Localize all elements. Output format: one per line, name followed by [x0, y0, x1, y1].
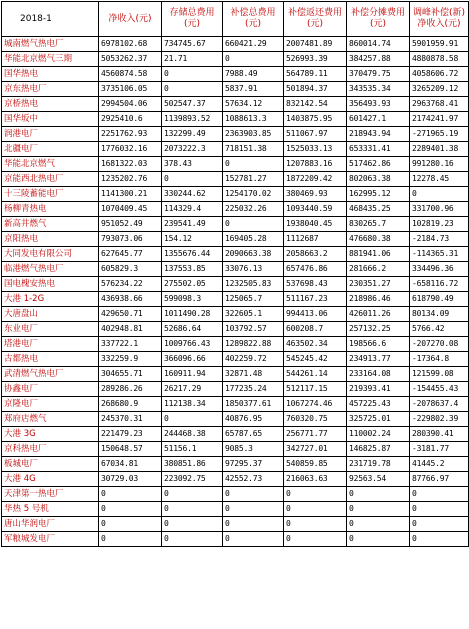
value-cell[interactable]: 0	[410, 487, 469, 502]
value-cell[interactable]: 121599.08	[410, 367, 469, 382]
table-row	[2, 427, 469, 442]
value-cell[interactable]: 2925410.6	[99, 112, 162, 127]
value-cell[interactable]: 221479.23	[99, 427, 162, 442]
value-cell[interactable]: 330244.62	[162, 187, 223, 202]
value-cell[interactable]: 2363903.85	[223, 127, 284, 142]
value-cell[interactable]: 245370.31	[99, 412, 162, 427]
table-row	[2, 442, 469, 457]
value-cell[interactable]: 110002.24	[347, 427, 410, 442]
value-cell[interactable]: 289286.26	[99, 382, 162, 397]
value-cell[interactable]: 231719.78	[347, 457, 410, 472]
value-cell[interactable]: 511067.97	[284, 127, 347, 142]
value-cell[interactable]: 30729.03	[99, 472, 162, 487]
value-cell[interactable]: 2174241.97	[410, 112, 469, 127]
value-cell[interactable]: 342727.01	[284, 442, 347, 457]
value-cell[interactable]: 2994504.06	[99, 97, 162, 112]
value-cell[interactable]: 9085.3	[223, 442, 284, 457]
value-cell[interactable]: 2073222.3	[162, 142, 223, 157]
value-cell[interactable]: 1872209.42	[284, 172, 347, 187]
value-cell[interactable]: 600208.7	[284, 322, 347, 337]
value-cell[interactable]: 517462.86	[347, 157, 410, 172]
value-cell[interactable]: 599098.3	[162, 292, 223, 307]
value-cell[interactable]: 51156.1	[162, 442, 223, 457]
value-cell[interactable]: 0	[284, 517, 347, 532]
value-cell[interactable]: 5901959.91	[410, 37, 469, 52]
value-cell[interactable]: 1235202.76	[99, 172, 162, 187]
value-cell[interactable]: 332259.9	[99, 352, 162, 367]
value-cell[interactable]: 0	[162, 502, 223, 517]
value-cell[interactable]: 256771.77	[284, 427, 347, 442]
value-cell[interactable]: 0	[162, 412, 223, 427]
value-cell[interactable]: 457225.43	[347, 397, 410, 412]
plant-name-cell[interactable]: 润港电厂	[2, 127, 99, 142]
value-cell[interactable]: 257132.25	[347, 322, 410, 337]
value-cell[interactable]: 0	[410, 187, 469, 202]
value-cell[interactable]: 0	[347, 532, 410, 547]
value-cell[interactable]: 230351.27	[347, 277, 410, 292]
value-cell[interactable]: 1525033.13	[284, 142, 347, 157]
value-cell[interactable]: 198566.6	[347, 337, 410, 352]
value-cell[interactable]: 991280.16	[410, 157, 469, 172]
value-cell[interactable]: 564789.11	[284, 67, 347, 82]
value-cell[interactable]: 468435.25	[347, 202, 410, 217]
table-row	[2, 142, 469, 157]
value-cell[interactable]: 378.43	[162, 157, 223, 172]
value-cell[interactable]: 881941.06	[347, 247, 410, 262]
value-cell[interactable]: 760320.75	[284, 412, 347, 427]
plant-name-cell[interactable]: 京科热电厂	[2, 442, 99, 457]
value-cell[interactable]: 132299.49	[162, 127, 223, 142]
value-cell[interactable]: 402259.72	[223, 352, 284, 367]
table-row	[2, 307, 469, 322]
value-cell[interactable]: 0	[410, 517, 469, 532]
value-cell[interactable]: 0	[99, 487, 162, 502]
value-cell[interactable]: 4058606.72	[410, 67, 469, 82]
plant-name-cell[interactable]: 华能北京燃气	[2, 157, 99, 172]
value-cell[interactable]: 370479.75	[347, 67, 410, 82]
value-cell[interactable]: 42552.73	[223, 472, 284, 487]
value-cell[interactable]: 343535.34	[347, 82, 410, 97]
plant-name-cell[interactable]: 古都热电	[2, 352, 99, 367]
value-cell[interactable]: 0	[162, 517, 223, 532]
table-row	[2, 532, 469, 547]
table-row	[2, 367, 469, 382]
plant-name-cell[interactable]: 城南燃气热电厂	[2, 37, 99, 52]
value-cell[interactable]: -2078637.4	[410, 397, 469, 412]
value-cell[interactable]: 545245.42	[284, 352, 347, 367]
value-cell[interactable]: 162995.12	[347, 187, 410, 202]
table-row	[2, 217, 469, 232]
plant-name-cell[interactable]: 华热 5 号机	[2, 502, 99, 517]
plant-name-cell[interactable]: 大港 4G	[2, 472, 99, 487]
value-cell[interactable]: 218943.94	[347, 127, 410, 142]
value-cell[interactable]: 57634.12	[223, 97, 284, 112]
value-cell[interactable]: 653331.41	[347, 142, 410, 157]
value-cell[interactable]: 92563.54	[347, 472, 410, 487]
value-cell[interactable]: 384257.88	[347, 52, 410, 67]
value-cell[interactable]: 718151.38	[223, 142, 284, 157]
value-cell[interactable]: 80134.09	[410, 307, 469, 322]
value-cell[interactable]: 2058663.2	[284, 247, 347, 262]
value-cell[interactable]: 402948.81	[99, 322, 162, 337]
value-cell[interactable]: 177235.24	[223, 382, 284, 397]
plant-name-cell[interactable]: 国华热电	[2, 67, 99, 82]
plant-name-cell[interactable]: 京阳热电	[2, 232, 99, 247]
value-cell[interactable]: 0	[284, 487, 347, 502]
plant-name-cell[interactable]: 东业电厂	[2, 322, 99, 337]
plant-name-cell[interactable]: 大港 3G	[2, 427, 99, 442]
value-cell[interactable]: 1403875.95	[284, 112, 347, 127]
value-cell[interactable]: 0	[347, 517, 410, 532]
value-cell[interactable]: 6978102.68	[99, 37, 162, 52]
plant-name-cell[interactable]: 唐山华润电厂	[2, 517, 99, 532]
value-cell[interactable]: 5053262.37	[99, 52, 162, 67]
plant-name-cell[interactable]: 天津第一热电厂	[2, 487, 99, 502]
table-row	[2, 517, 469, 532]
value-cell[interactable]: 216063.63	[284, 472, 347, 487]
value-cell[interactable]: 1938040.45	[284, 217, 347, 232]
column-header-compensation-share[interactable]: 补偿分摊费用(元)	[347, 2, 410, 37]
value-cell[interactable]: 0	[162, 172, 223, 187]
value-cell[interactable]: 0	[162, 67, 223, 82]
table-row	[2, 127, 469, 142]
value-cell[interactable]: 0	[347, 502, 410, 517]
value-cell[interactable]: 627645.77	[99, 247, 162, 262]
table-row	[2, 262, 469, 277]
value-cell[interactable]: 0	[223, 217, 284, 232]
value-cell[interactable]: 429650.71	[99, 307, 162, 322]
value-cell[interactable]: 234913.77	[347, 352, 410, 367]
value-cell[interactable]: 112138.34	[162, 397, 223, 412]
value-cell[interactable]: 832142.54	[284, 97, 347, 112]
value-cell[interactable]: -114365.31	[410, 247, 469, 262]
plant-name-cell[interactable]: 郑府店燃气	[2, 412, 99, 427]
value-cell[interactable]: 26217.29	[162, 382, 223, 397]
value-cell[interactable]: 223092.75	[162, 472, 223, 487]
value-cell[interactable]: 605829.3	[99, 262, 162, 277]
value-cell[interactable]: 660421.29	[223, 37, 284, 52]
value-cell[interactable]: 3735106.05	[99, 82, 162, 97]
value-cell[interactable]: 4880878.58	[410, 52, 469, 67]
value-cell[interactable]: 21.71	[162, 52, 223, 67]
plant-name-cell[interactable]: 新高井燃气	[2, 217, 99, 232]
table-row	[2, 187, 469, 202]
value-cell[interactable]: 1681322.03	[99, 157, 162, 172]
value-cell[interactable]: 0	[223, 517, 284, 532]
value-cell[interactable]: 65787.65	[223, 427, 284, 442]
value-cell[interactable]: 137553.85	[162, 262, 223, 277]
value-cell[interactable]: 1070409.45	[99, 202, 162, 217]
value-cell[interactable]: 334496.36	[410, 262, 469, 277]
plant-name-cell[interactable]: 京能西北热电厂	[2, 172, 99, 187]
plant-name-cell[interactable]: 军粮城发电厂	[2, 532, 99, 547]
table-row	[2, 67, 469, 82]
value-cell[interactable]: 67034.81	[99, 457, 162, 472]
value-cell[interactable]: 1232505.83	[223, 277, 284, 292]
column-header-storage-cost[interactable]: 存储总费用(元)	[162, 2, 223, 37]
value-cell[interactable]: 830265.7	[347, 217, 410, 232]
table-row	[2, 337, 469, 352]
value-cell[interactable]: 268680.9	[99, 397, 162, 412]
plant-name-cell[interactable]: 杨柳青热电	[2, 202, 99, 217]
table-row	[2, 472, 469, 487]
plant-name-cell[interactable]: 板城电厂	[2, 457, 99, 472]
value-cell[interactable]: 601427.1	[347, 112, 410, 127]
value-cell[interactable]: 512117.15	[284, 382, 347, 397]
value-cell[interactable]: 125065.7	[223, 292, 284, 307]
plant-name-cell[interactable]: 京隆电厂	[2, 397, 99, 412]
value-cell[interactable]: 0	[162, 487, 223, 502]
value-cell[interactable]: 1254170.02	[223, 187, 284, 202]
value-cell[interactable]: 526993.39	[284, 52, 347, 67]
value-cell[interactable]: 280390.41	[410, 427, 469, 442]
column-header-compensation-cost[interactable]: 补偿总费用(元)	[223, 2, 284, 37]
value-cell[interactable]: 463502.34	[284, 337, 347, 352]
value-cell[interactable]: 275502.05	[162, 277, 223, 292]
value-cell[interactable]: 2007481.89	[284, 37, 347, 52]
value-cell[interactable]: 1093440.59	[284, 202, 347, 217]
plant-name-cell[interactable]: 十三陵蓄能电厂	[2, 187, 99, 202]
plant-name-cell[interactable]: 京东热电厂	[2, 82, 99, 97]
value-cell[interactable]: 501894.37	[284, 82, 347, 97]
value-cell[interactable]: 5766.42	[410, 322, 469, 337]
value-cell[interactable]: 1776032.16	[99, 142, 162, 157]
value-cell[interactable]: 225032.26	[223, 202, 284, 217]
table-row	[2, 382, 469, 397]
value-cell[interactable]: 0	[99, 532, 162, 547]
value-cell[interactable]: 3265209.12	[410, 82, 469, 97]
column-header-net-income[interactable]: 净收入(元)	[99, 2, 162, 37]
table-row	[2, 112, 469, 127]
value-cell[interactable]: 0	[284, 502, 347, 517]
value-cell[interactable]: 146825.87	[347, 442, 410, 457]
value-cell[interactable]: 331700.96	[410, 202, 469, 217]
plant-name-cell[interactable]: 国华坂中	[2, 112, 99, 127]
value-cell[interactable]: -154455.43	[410, 382, 469, 397]
value-cell[interactable]: 0	[99, 517, 162, 532]
plant-name-cell[interactable]: 大唐盘山	[2, 307, 99, 322]
value-cell[interactable]: 544261.14	[284, 367, 347, 382]
value-cell[interactable]: 281666.2	[347, 262, 410, 277]
table-row	[2, 277, 469, 292]
value-cell[interactable]: 0	[410, 532, 469, 547]
value-cell[interactable]: 356493.93	[347, 97, 410, 112]
value-cell[interactable]: 0	[99, 502, 162, 517]
value-cell[interactable]: 7988.49	[223, 67, 284, 82]
value-cell[interactable]: -658116.72	[410, 277, 469, 292]
plant-name-cell[interactable]: 武清燃气热电厂	[2, 367, 99, 382]
value-cell[interactable]: 426011.26	[347, 307, 410, 322]
value-cell[interactable]: 1088613.3	[223, 112, 284, 127]
value-cell[interactable]: 380851.86	[162, 457, 223, 472]
value-cell[interactable]: 1009766.43	[162, 337, 223, 352]
value-cell[interactable]: 2963768.41	[410, 97, 469, 112]
value-cell[interactable]: 0	[410, 502, 469, 517]
value-cell[interactable]: 1289822.88	[223, 337, 284, 352]
plant-name-cell[interactable]: 大港 1-2G	[2, 292, 99, 307]
value-cell[interactable]: 103792.57	[223, 322, 284, 337]
value-cell[interactable]: 152781.27	[223, 172, 284, 187]
column-header-peak-regulation-net[interactable]: 调峰补偿(新)净收入(元)	[410, 2, 469, 37]
value-cell[interactable]: 657476.86	[284, 262, 347, 277]
table-row	[2, 52, 469, 67]
table-row	[2, 457, 469, 472]
value-cell[interactable]: 233164.08	[347, 367, 410, 382]
value-cell[interactable]: 1112687	[284, 232, 347, 247]
value-cell[interactable]: 239541.49	[162, 217, 223, 232]
column-header-compensation-refund[interactable]: 补偿返还费用(元)	[284, 2, 347, 37]
value-cell[interactable]: 1011490.28	[162, 307, 223, 322]
value-cell[interactable]: 169405.28	[223, 232, 284, 247]
value-cell[interactable]: 0	[223, 487, 284, 502]
value-cell[interactable]: 1139893.52	[162, 112, 223, 127]
value-cell[interactable]: 576234.22	[99, 277, 162, 292]
value-cell[interactable]: 40876.95	[223, 412, 284, 427]
value-cell[interactable]: -207270.08	[410, 337, 469, 352]
value-cell[interactable]: 860014.74	[347, 37, 410, 52]
plant-name-cell[interactable]: 协鑫电厂	[2, 382, 99, 397]
value-cell[interactable]: 219393.41	[347, 382, 410, 397]
table-row	[2, 82, 469, 97]
value-cell[interactable]: 0	[347, 487, 410, 502]
value-cell[interactable]: 1207883.16	[284, 157, 347, 172]
value-cell[interactable]: 2251762.93	[99, 127, 162, 142]
value-cell[interactable]: 366096.66	[162, 352, 223, 367]
value-cell[interactable]: 1355676.44	[162, 247, 223, 262]
value-cell[interactable]: 0	[223, 157, 284, 172]
plant-name-cell[interactable]: 国电槐安热电	[2, 277, 99, 292]
value-cell[interactable]: 380469.93	[284, 187, 347, 202]
plant-name-cell[interactable]: 塔港电厂	[2, 337, 99, 352]
table-row	[2, 487, 469, 502]
plant-name-cell[interactable]: 北疆电厂	[2, 142, 99, 157]
value-cell[interactable]: -17364.8	[410, 352, 469, 367]
value-cell[interactable]: 160911.94	[162, 367, 223, 382]
table-row	[2, 322, 469, 337]
value-cell[interactable]: 476680.38	[347, 232, 410, 247]
table-row	[2, 172, 469, 187]
value-cell[interactable]: 1850377.61	[223, 397, 284, 412]
table-row	[2, 37, 469, 52]
table-row	[2, 502, 469, 517]
table-row	[2, 232, 469, 247]
value-cell[interactable]: 537698.43	[284, 277, 347, 292]
plant-name-cell[interactable]: 华能北京燃气三期	[2, 52, 99, 67]
value-cell[interactable]: -229802.39	[410, 412, 469, 427]
value-cell[interactable]: 0	[284, 532, 347, 547]
year-header[interactable]: 2018-1	[2, 2, 99, 37]
plant-name-cell[interactable]: 临港燃气热电厂	[2, 262, 99, 277]
table-row	[2, 292, 469, 307]
value-cell[interactable]: 511167.23	[284, 292, 347, 307]
value-cell[interactable]: 951052.49	[99, 217, 162, 232]
value-cell[interactable]: 32871.48	[223, 367, 284, 382]
value-cell[interactable]: 150648.57	[99, 442, 162, 457]
value-cell[interactable]: 322605.1	[223, 307, 284, 322]
value-cell[interactable]: 734745.67	[162, 37, 223, 52]
value-cell[interactable]: 802063.38	[347, 172, 410, 187]
value-cell[interactable]: 154.12	[162, 232, 223, 247]
value-cell[interactable]: 2289401.38	[410, 142, 469, 157]
value-cell[interactable]: 436938.66	[99, 292, 162, 307]
table-row	[2, 412, 469, 427]
value-cell[interactable]: 325725.01	[347, 412, 410, 427]
value-cell[interactable]: 540859.85	[284, 457, 347, 472]
value-cell[interactable]: 114329.4	[162, 202, 223, 217]
value-cell[interactable]: 1141300.21	[99, 187, 162, 202]
value-cell[interactable]: 304655.71	[99, 367, 162, 382]
value-cell[interactable]: 12278.45	[410, 172, 469, 187]
value-cell[interactable]: 41445.2	[410, 457, 469, 472]
value-cell[interactable]: 4560874.58	[99, 67, 162, 82]
value-cell[interactable]: 218986.46	[347, 292, 410, 307]
value-cell[interactable]: -271965.19	[410, 127, 469, 142]
value-cell[interactable]: 0	[162, 532, 223, 547]
value-cell[interactable]: 52686.64	[162, 322, 223, 337]
table-row	[2, 202, 469, 217]
value-cell[interactable]: -3181.77	[410, 442, 469, 457]
data-table	[1, 1, 469, 547]
plant-name-cell[interactable]: 大同发电有限公司	[2, 247, 99, 262]
value-cell[interactable]: 87766.97	[410, 472, 469, 487]
table-body	[2, 37, 469, 547]
table-row	[2, 352, 469, 367]
table-row	[2, 247, 469, 262]
value-cell[interactable]: 337722.1	[99, 337, 162, 352]
value-cell[interactable]: 618790.49	[410, 292, 469, 307]
value-cell[interactable]: 1067274.46	[284, 397, 347, 412]
value-cell[interactable]: 33076.13	[223, 262, 284, 277]
table-row	[2, 397, 469, 412]
value-cell[interactable]: -2184.73	[410, 232, 469, 247]
value-cell[interactable]: 97295.37	[223, 457, 284, 472]
value-cell[interactable]: 2090663.38	[223, 247, 284, 262]
plant-name-cell[interactable]: 京桥热电	[2, 97, 99, 112]
table-row	[2, 157, 469, 172]
value-cell[interactable]: 0	[223, 52, 284, 67]
value-cell[interactable]: 5837.91	[223, 82, 284, 97]
value-cell[interactable]: 994413.06	[284, 307, 347, 322]
table-header	[2, 2, 469, 37]
value-cell[interactable]: 502547.37	[162, 97, 223, 112]
value-cell[interactable]: 0	[223, 502, 284, 517]
value-cell[interactable]: 0	[162, 82, 223, 97]
header-row	[2, 2, 469, 37]
value-cell[interactable]: 793073.06	[99, 232, 162, 247]
table-row	[2, 97, 469, 112]
value-cell[interactable]: 102819.23	[410, 217, 469, 232]
value-cell[interactable]: 244468.38	[162, 427, 223, 442]
value-cell[interactable]: 0	[223, 532, 284, 547]
